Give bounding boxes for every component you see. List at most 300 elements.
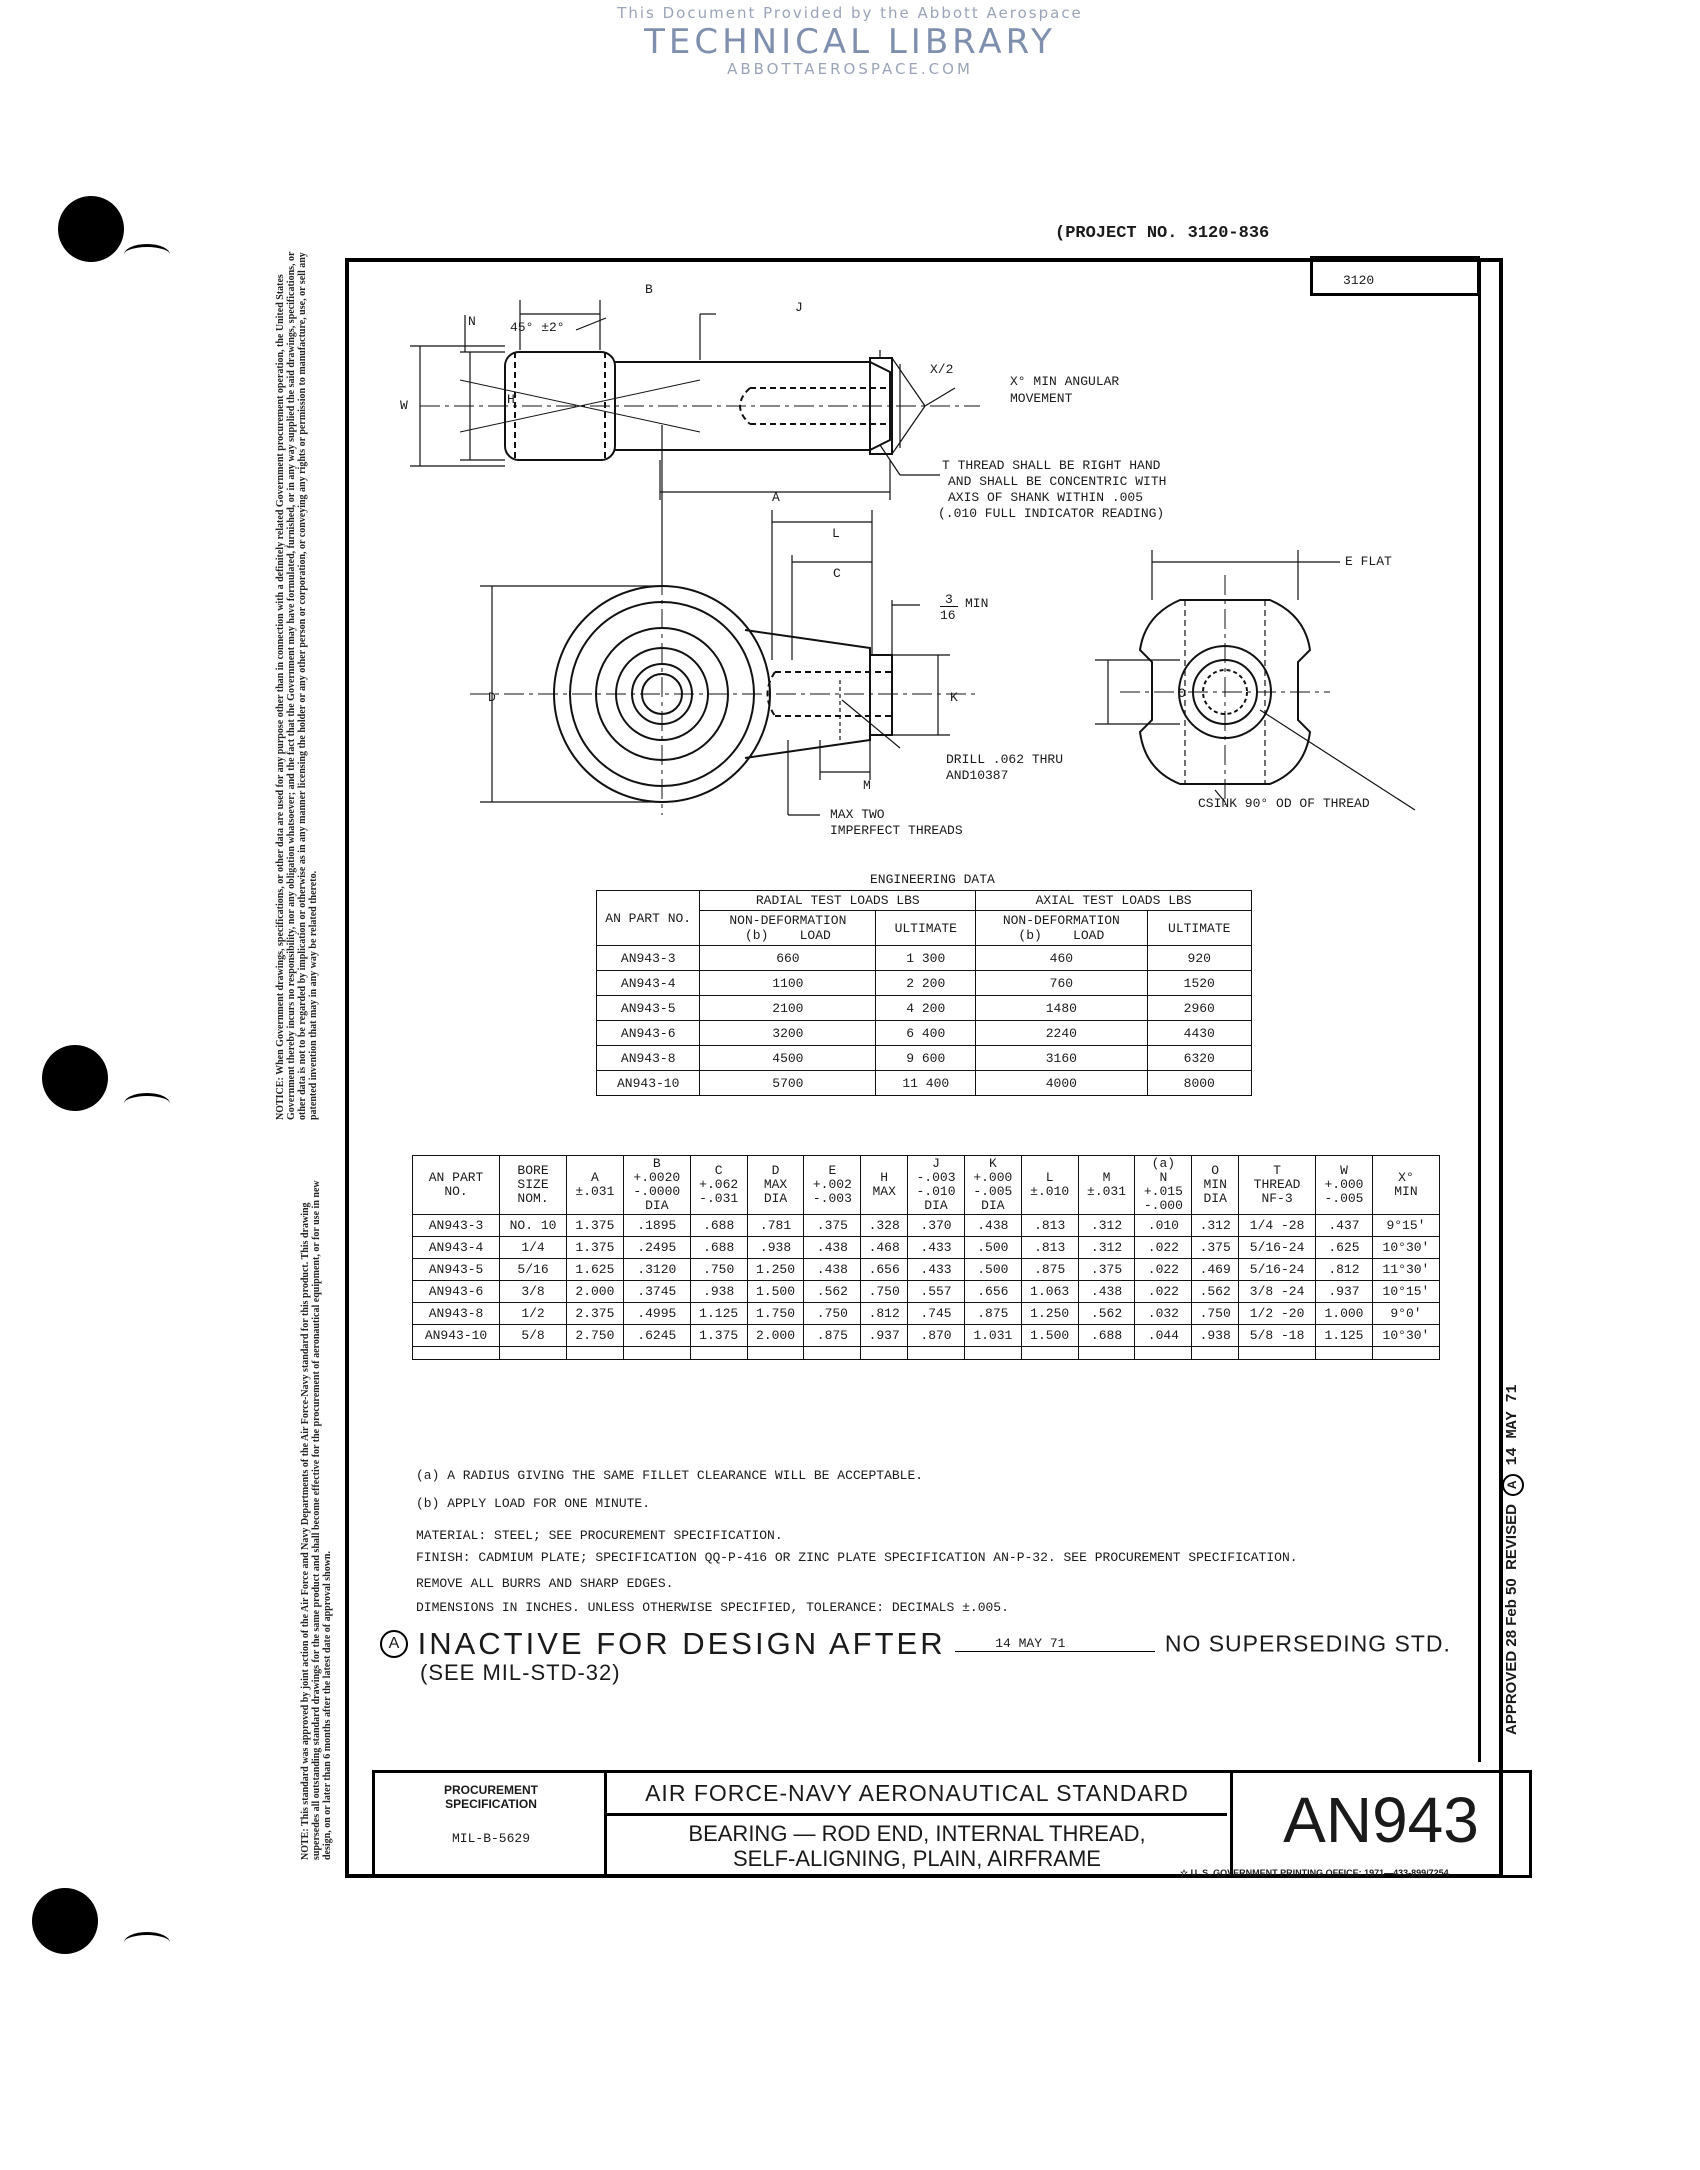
dim-col-header-line: B xyxy=(652,1156,661,1171)
eng-cell: AN943-3 xyxy=(597,946,700,971)
dim-cell: .562 xyxy=(804,1281,861,1303)
dim-cell-blank xyxy=(1192,1347,1239,1360)
eng-cell: 6320 xyxy=(1147,1046,1252,1071)
dim-cell: 3/8 -24 xyxy=(1239,1281,1316,1303)
dim-cell: 1.500 xyxy=(747,1281,804,1303)
table-row xyxy=(597,1071,1252,1096)
eng-cell: 3160 xyxy=(976,1046,1147,1071)
note-dimensions: DIMENSIONS IN INCHES. UNLESS OTHERWISE SPECIFIED, TOLERANCE: DECIMALS ±.005. xyxy=(416,1600,1009,1615)
dim-col-header-line: ±.010 xyxy=(1030,1184,1070,1199)
dim-cell: .750 xyxy=(1192,1303,1239,1325)
dim-cell: 1.125 xyxy=(1316,1325,1373,1347)
dim-col-header-line: -.003 xyxy=(812,1191,852,1206)
dim-cell: .032 xyxy=(1135,1303,1192,1325)
dim-cell: 9°0' xyxy=(1372,1303,1439,1325)
label-m: M xyxy=(863,778,871,793)
dim-cell: 1.375 xyxy=(567,1215,624,1237)
eng-cell: AN943-10 xyxy=(597,1071,700,1096)
inactive-circle: A xyxy=(380,1630,408,1658)
dim-cell: .938 xyxy=(747,1237,804,1259)
dim-cell: .1895 xyxy=(623,1215,690,1237)
dim-cell: .875 xyxy=(964,1303,1021,1325)
number-cell xyxy=(1233,1773,1529,1875)
dim-cell: .500 xyxy=(964,1259,1021,1281)
dim-cell: 2.000 xyxy=(747,1325,804,1347)
dim-cell: .312 xyxy=(1078,1215,1135,1237)
dim-col-header-line: DIA xyxy=(1203,1191,1227,1206)
dim-cell: .438 xyxy=(964,1215,1021,1237)
dim-cell: .557 xyxy=(908,1281,965,1303)
dim-cell: 5/16-24 xyxy=(1239,1237,1316,1259)
revised-label: REVISED xyxy=(1503,1504,1520,1570)
dim-cell: .875 xyxy=(804,1325,861,1347)
dim-cell: 1/2 -20 xyxy=(1239,1303,1316,1325)
inactive-date: 14 MAY 71 xyxy=(955,1636,1155,1652)
label-csink: CSINK 90° OD OF THREAD xyxy=(1198,796,1370,811)
label-h: H xyxy=(507,392,515,407)
dim-cell: .044 xyxy=(1135,1325,1192,1347)
dim-cell: .438 xyxy=(1078,1281,1135,1303)
dim-col-header-line: NOM. xyxy=(517,1191,549,1206)
note-a: (a) A RADIUS GIVING THE SAME FILLET CLEARANCE WILL BE ACCEPTABLE. xyxy=(416,1468,924,1483)
dim-cell: .3120 xyxy=(623,1259,690,1281)
dim-cell-blank xyxy=(500,1347,567,1360)
dim-cell: 10°15' xyxy=(1372,1281,1439,1303)
table-row-blank xyxy=(413,1347,1440,1360)
dim-col-header-line: N xyxy=(1159,1170,1168,1185)
dim-col-header-line: A xyxy=(591,1170,599,1185)
dim-cell-blank xyxy=(861,1347,908,1360)
label-t-thread-4: (.010 FULL INDICATOR READING) xyxy=(938,506,1165,521)
eng-radial-nondef-1: NON-DEFORMATION xyxy=(729,913,847,928)
eng-cell: AN943-5 xyxy=(597,996,700,1021)
dim-col-header-line: MIN xyxy=(1394,1184,1418,1199)
label-t-thread-3: AXIS OF SHANK WITHIN .005 xyxy=(948,490,1144,505)
label-b: B xyxy=(645,282,653,297)
dim-col-header xyxy=(1078,1156,1135,1215)
dim-cell: 1/4 xyxy=(500,1237,567,1259)
dim-cell: 1.031 xyxy=(964,1325,1021,1347)
label-t-thread-2: AND SHALL BE CONCENTRIC WITH xyxy=(948,474,1167,489)
corner-box-text: 3120 xyxy=(1343,273,1375,288)
dim-cell: 1.375 xyxy=(690,1325,747,1347)
dim-col-header-line: +.000 xyxy=(973,1170,1013,1185)
dim-cell: 1/4 -28 xyxy=(1239,1215,1316,1237)
table-row xyxy=(413,1303,1440,1325)
dim-cell: .010 xyxy=(1135,1215,1192,1237)
dim-cell: 5/8 -18 xyxy=(1239,1325,1316,1347)
dim-col-header-line: W xyxy=(1340,1163,1348,1178)
approved-date: APPROVED 28 Feb 50 xyxy=(1503,1578,1520,1735)
dim-cell: .812 xyxy=(1316,1259,1373,1281)
dim-cell: .438 xyxy=(804,1237,861,1259)
label-drill-2: AND10387 xyxy=(946,768,1009,783)
table-row xyxy=(413,1281,1440,1303)
dim-col-header-line: THREAD xyxy=(1253,1177,1301,1192)
dim-cell: NO. 10 xyxy=(500,1215,567,1237)
dim-col-header xyxy=(1372,1156,1439,1215)
dim-cell: 10°30' xyxy=(1372,1237,1439,1259)
dim-col-header-line: +.0020 xyxy=(633,1170,681,1185)
top-view xyxy=(410,300,980,500)
revision-circle: A xyxy=(1502,1474,1524,1496)
dim-cell: AN943-8 xyxy=(413,1303,500,1325)
table-row xyxy=(597,996,1252,1021)
label-3-16-min: MIN xyxy=(965,596,989,611)
eng-cell: 460 xyxy=(976,946,1147,971)
dim-cell: .312 xyxy=(1192,1215,1239,1237)
dim-col-header-line: E xyxy=(828,1163,837,1178)
end-view xyxy=(1095,550,1415,810)
dim-cell: .433 xyxy=(908,1259,965,1281)
dim-cell: .562 xyxy=(1078,1303,1135,1325)
note-burrs: REMOVE ALL BURRS AND SHARP EDGES. xyxy=(416,1576,674,1591)
title-block xyxy=(372,1770,1532,1878)
label-o: O xyxy=(1178,686,1186,701)
dim-cell: .656 xyxy=(861,1259,908,1281)
dim-cell: 2.000 xyxy=(567,1281,624,1303)
dim-cell-blank xyxy=(1372,1347,1439,1360)
dim-cell-blank xyxy=(908,1347,965,1360)
dim-cell: .500 xyxy=(964,1237,1021,1259)
dim-col-header-line: T xyxy=(1273,1163,1281,1178)
dim-col-header-line: DIA xyxy=(981,1198,1005,1213)
dim-col-header xyxy=(500,1156,567,1215)
dim-cell: AN943-3 xyxy=(413,1215,500,1237)
rod-end-drawing xyxy=(380,270,1440,850)
dim-cell: .6245 xyxy=(623,1325,690,1347)
table-row xyxy=(597,1046,1252,1071)
eng-radial-nondef-b: (b) xyxy=(744,928,769,943)
dim-cell-blank xyxy=(1021,1347,1078,1360)
eng-radial-nondef xyxy=(700,911,876,946)
label-3-16-bar xyxy=(940,606,958,607)
revised-date: 14 MAY 71 xyxy=(1504,1384,1521,1466)
dim-cell: 5/16-24 xyxy=(1239,1259,1316,1281)
dim-cell-blank xyxy=(964,1347,1021,1360)
dim-cell-blank xyxy=(747,1347,804,1360)
dim-col-header-line: DIA xyxy=(763,1191,788,1206)
eng-cell: 2960 xyxy=(1147,996,1252,1021)
standard-desc-1: BEARING — ROD END, INTERNAL THREAD, xyxy=(688,1821,1146,1846)
label-j: J xyxy=(795,300,803,315)
dim-col-header-line: M xyxy=(1102,1170,1111,1185)
dim-cell: 5/16 xyxy=(500,1259,567,1281)
dim-col-header-line: MAX xyxy=(763,1177,788,1192)
eng-cell: 1100 xyxy=(700,971,876,996)
note-b: (b) APPLY LOAD FOR ONE MINUTE. xyxy=(416,1496,651,1511)
dim-col-header-line: -.005 xyxy=(1324,1191,1364,1206)
dim-col-header-line: X° xyxy=(1398,1170,1414,1185)
dim-col-header-line: ±.031 xyxy=(575,1184,615,1199)
eng-cell: 1520 xyxy=(1147,971,1252,996)
dim-cell: .375 xyxy=(1078,1259,1135,1281)
eng-cell: 1480 xyxy=(976,996,1147,1021)
table-row xyxy=(413,1237,1440,1259)
no-superseding: NO SUPERSEDING STD. xyxy=(1164,1630,1451,1657)
dim-col-header xyxy=(1239,1156,1316,1215)
dim-cell: .813 xyxy=(1021,1237,1078,1259)
dim-cell: .370 xyxy=(908,1215,965,1237)
label-x-half: X/2 xyxy=(930,362,954,377)
dim-cell: 11°30' xyxy=(1372,1259,1439,1281)
eng-cell: 3200 xyxy=(700,1021,876,1046)
dim-col-header-line: -.031 xyxy=(699,1191,739,1206)
dim-col-header xyxy=(747,1156,804,1215)
eng-cell: AN943-8 xyxy=(597,1046,700,1071)
dim-cell: 2.750 xyxy=(567,1325,624,1347)
dimensions-table xyxy=(412,1155,1440,1360)
binder-hole-middle xyxy=(42,1045,108,1111)
dim-col-header-line: MIN xyxy=(1203,1177,1227,1192)
dim-col-header-line: DIA xyxy=(924,1198,948,1213)
standard-number: AN943 xyxy=(1283,1784,1479,1856)
label-x-min-1: X° MIN ANGULAR xyxy=(1010,374,1120,389)
dim-cell: .375 xyxy=(804,1215,861,1237)
dim-cell: 1.625 xyxy=(567,1259,624,1281)
dim-col-header xyxy=(804,1156,861,1215)
dim-cell: AN943-6 xyxy=(413,1281,500,1303)
dim-cell: .688 xyxy=(690,1237,747,1259)
frame-right-rule xyxy=(1478,262,1481,1762)
eng-axial-nondef xyxy=(976,911,1147,946)
eng-col-part: AN PART NO. xyxy=(597,891,700,946)
eng-radial-header: RADIAL TEST LOADS LBS xyxy=(700,891,976,911)
dim-cell: .438 xyxy=(804,1259,861,1281)
label-k: K xyxy=(950,690,958,705)
dim-cell-blank xyxy=(1078,1347,1135,1360)
binder-hole-top xyxy=(58,196,124,262)
label-t-thread-1: T THREAD SHALL BE RIGHT HAND xyxy=(942,458,1161,473)
dim-col-header-line: L xyxy=(1045,1170,1054,1185)
header-url: ABBOTTAEROSPACE.COM xyxy=(727,60,973,78)
binder-tick-bottom xyxy=(124,1932,170,1953)
eng-radial-nondef-2: LOAD xyxy=(799,928,831,943)
dim-cell: .433 xyxy=(908,1237,965,1259)
binder-tick-middle xyxy=(124,1093,170,1114)
eng-cell: 4000 xyxy=(976,1071,1147,1096)
dim-col-header-line: K xyxy=(988,1156,997,1171)
dim-col-header-line: C xyxy=(714,1163,723,1178)
eng-axial-nondef-1: NON-DEFORMATION xyxy=(1002,913,1120,928)
inactive-text: INACTIVE FOR DESIGN AFTER xyxy=(417,1626,946,1661)
table-row xyxy=(413,1215,1440,1237)
dim-cell: .3745 xyxy=(623,1281,690,1303)
table-row xyxy=(597,1021,1252,1046)
dim-cell: .745 xyxy=(908,1303,965,1325)
dim-cell: .562 xyxy=(1192,1281,1239,1303)
dim-cell-blank xyxy=(413,1347,500,1360)
dim-cell: 10°30' xyxy=(1372,1325,1439,1347)
procurement-cell xyxy=(375,1773,607,1875)
eng-cell: 2100 xyxy=(700,996,876,1021)
dim-col-header-line: -.010 xyxy=(916,1184,956,1199)
eng-cell: 8000 xyxy=(1147,1071,1252,1096)
label-e-flat: E FLAT xyxy=(1345,554,1392,569)
dim-cell: 1.375 xyxy=(567,1237,624,1259)
dim-cell-blank xyxy=(804,1347,861,1360)
dim-cell: .375 xyxy=(1192,1237,1239,1259)
dim-cell-blank xyxy=(623,1347,690,1360)
dim-col-header-line: -.0000 xyxy=(633,1184,681,1199)
eng-axial-nondef-2: LOAD xyxy=(1073,928,1105,943)
dim-cell-blank xyxy=(690,1347,747,1360)
eng-cell: 760 xyxy=(976,971,1147,996)
eng-cell: AN943-6 xyxy=(597,1021,700,1046)
eng-cell: 2240 xyxy=(976,1021,1147,1046)
dim-cell: .688 xyxy=(1078,1325,1135,1347)
see-mil-std: (SEE MIL-STD-32) xyxy=(420,1660,621,1685)
gpo-line: ☆ U. S. GOVERNMENT PRINTING OFFICE: 1971—433-899/7254 xyxy=(1180,1868,1449,1878)
note-material: MATERIAL: STEEL; SEE PROCUREMENT SPECIFICATION. xyxy=(416,1528,783,1543)
dim-cell: 5/8 xyxy=(500,1325,567,1347)
eng-cell: 6 400 xyxy=(876,1021,976,1046)
dim-cell: .468 xyxy=(861,1237,908,1259)
label-l: L xyxy=(832,526,840,541)
header-provided-by: This Document Provided by the Abbott Aerospace xyxy=(617,4,1083,22)
dim-cell: .750 xyxy=(804,1303,861,1325)
dim-cell: 1.250 xyxy=(1021,1303,1078,1325)
eng-cell: 4500 xyxy=(700,1046,876,1071)
eng-cell: 660 xyxy=(700,946,876,971)
dim-cell: .4995 xyxy=(623,1303,690,1325)
dim-cell: .022 xyxy=(1135,1281,1192,1303)
dim-col-header xyxy=(413,1156,500,1215)
dim-cell: .937 xyxy=(1316,1281,1373,1303)
dim-cell: .688 xyxy=(690,1215,747,1237)
label-max-two-2: IMPERFECT THREADS xyxy=(830,823,963,838)
table-row xyxy=(597,971,1252,996)
approval-block xyxy=(1502,1384,1524,1735)
dim-cell: .437 xyxy=(1316,1215,1373,1237)
dim-cell: .328 xyxy=(861,1215,908,1237)
dim-cell: 1.125 xyxy=(690,1303,747,1325)
dim-col-header-line: (a) xyxy=(1151,1156,1176,1171)
dim-cell: 3/8 xyxy=(500,1281,567,1303)
dim-col-header-line: NF-3 xyxy=(1261,1191,1293,1206)
dim-cell: .781 xyxy=(747,1215,804,1237)
dim-col-header-line: DIA xyxy=(645,1198,669,1213)
dim-cell: AN943-5 xyxy=(413,1259,500,1281)
dim-col-header-line: +.000 xyxy=(1324,1177,1364,1192)
standard-title: AIR FORCE-NAVY AERONAUTICAL STANDARD xyxy=(607,1773,1227,1816)
dim-cell: .469 xyxy=(1192,1259,1239,1281)
eng-cell: 11 400 xyxy=(876,1071,976,1096)
dim-cell: AN943-10 xyxy=(413,1325,500,1347)
dim-cell: 9°15' xyxy=(1372,1215,1439,1237)
label-drill-1: DRILL .062 THRU xyxy=(946,752,1064,767)
engineering-data-title: ENGINEERING DATA xyxy=(870,872,995,887)
dim-col-header xyxy=(623,1156,690,1215)
dim-col-header-line: -.003 xyxy=(916,1170,956,1185)
dim-col-header xyxy=(1021,1156,1078,1215)
dim-header-row xyxy=(413,1156,1440,1215)
dim-cell: .750 xyxy=(690,1259,747,1281)
dim-cell: .938 xyxy=(690,1281,747,1303)
table-row xyxy=(413,1325,1440,1347)
dim-col-header xyxy=(1135,1156,1192,1215)
dim-cell: .875 xyxy=(1021,1259,1078,1281)
table-row xyxy=(597,946,1252,971)
eng-axial-header: AXIAL TEST LOADS LBS xyxy=(976,891,1252,911)
label-a: A xyxy=(772,490,780,505)
dim-cell: 1.063 xyxy=(1021,1281,1078,1303)
table-row xyxy=(413,1259,1440,1281)
engineering-data-table xyxy=(596,890,1252,1096)
dim-cell: AN943-4 xyxy=(413,1237,500,1259)
dim-cell: .812 xyxy=(861,1303,908,1325)
dim-col-header-line: ±.031 xyxy=(1087,1184,1127,1199)
dim-cell: 1.250 xyxy=(747,1259,804,1281)
label-x-min-2: MOVEMENT xyxy=(1010,391,1073,406)
dim-cell-blank xyxy=(1135,1347,1192,1360)
dim-col-header-line: MAX xyxy=(872,1184,896,1199)
dim-cell: 1/2 xyxy=(500,1303,567,1325)
inactive-statement xyxy=(380,1626,1451,1662)
procurement-label-2: SPECIFICATION xyxy=(445,1797,537,1811)
dim-cell-blank xyxy=(1316,1347,1373,1360)
dim-col-header-line: O xyxy=(1211,1163,1220,1178)
dim-cell: .937 xyxy=(861,1325,908,1347)
project-number: (PROJECT NO. 3120-836 xyxy=(1055,224,1270,243)
dim-cell: .750 xyxy=(861,1281,908,1303)
dim-cell: .870 xyxy=(908,1325,965,1347)
dim-col-header xyxy=(567,1156,624,1215)
dim-col-header-line: -.000 xyxy=(1143,1198,1183,1213)
standard-cell xyxy=(607,1773,1233,1875)
dim-col-header xyxy=(690,1156,747,1215)
eng-cell: 4 200 xyxy=(876,996,976,1021)
binder-tick-top xyxy=(124,244,170,265)
label-angle: 45° ±2° xyxy=(510,320,565,335)
dim-cell: 1.750 xyxy=(747,1303,804,1325)
dim-col-header xyxy=(1192,1156,1239,1215)
dim-cell: .938 xyxy=(1192,1325,1239,1347)
label-n: N xyxy=(468,314,476,329)
dim-cell: .813 xyxy=(1021,1215,1078,1237)
procurement-label-1: PROCUREMENT xyxy=(443,1783,538,1797)
binder-hole-bottom xyxy=(32,1888,98,1954)
eng-cell: 1 300 xyxy=(876,946,976,971)
dim-cell: .022 xyxy=(1135,1237,1192,1259)
dim-cell: .625 xyxy=(1316,1237,1373,1259)
dim-cell-blank xyxy=(567,1347,624,1360)
eng-axial-ultimate: ULTIMATE xyxy=(1147,911,1252,946)
eng-axial-nondef-b: (b) xyxy=(1018,928,1042,943)
dim-cell: .312 xyxy=(1078,1237,1135,1259)
eng-cell: 4430 xyxy=(1147,1021,1252,1046)
dim-col-header-line: +.002 xyxy=(812,1177,852,1192)
dim-cell: 1.000 xyxy=(1316,1303,1373,1325)
dim-col-header-line: +.015 xyxy=(1143,1184,1183,1199)
side-note: NOTE: This standard was approved by joint action of the Air Force and Navy Departments of the Air Force-Navy standard for this product. This drawing supersedes all outstanding standard drawings for the same product and shall become effective for the procurement of aeronautical equipment, or for use in new design, on or later than 6 months after the latest date of approval shown. xyxy=(300,1180,333,1860)
dim-col-header-line: D xyxy=(771,1163,780,1178)
eng-cell: 9 600 xyxy=(876,1046,976,1071)
eng-radial-ultimate: ULTIMATE xyxy=(876,911,976,946)
header-technical-library: TECHNICAL LIBRARY xyxy=(644,22,1056,62)
note-finish: FINISH: CADMIUM PLATE; SPECIFICATION QQ-P-416 OR ZINC PLATE SPECIFICATION AN-P-32. SEE PROCUREMENT SPECIFICATION. xyxy=(416,1550,1298,1565)
standard-desc-2: SELF-ALIGNING, PLAIN, AIRFRAME xyxy=(733,1846,1101,1871)
eng-cell: 5700 xyxy=(700,1071,876,1096)
eng-cell: 2 200 xyxy=(876,971,976,996)
dim-cell: .022 xyxy=(1135,1259,1192,1281)
dim-cell: 2.375 xyxy=(567,1303,624,1325)
dim-col-header xyxy=(861,1156,908,1215)
dim-col-header-line: +.062 xyxy=(699,1177,739,1192)
dim-col-header xyxy=(1316,1156,1373,1215)
dim-col-header xyxy=(908,1156,965,1215)
label-max-two-1: MAX TWO xyxy=(830,807,885,822)
